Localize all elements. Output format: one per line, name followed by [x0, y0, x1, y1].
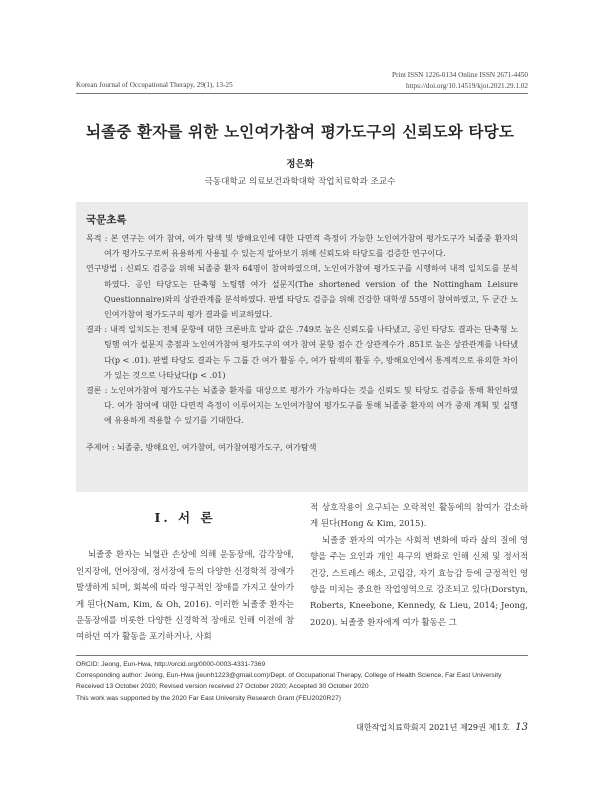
paper-title: 뇌졸중 환자를 위한 노인여가참여 평가도구의 신뢰도와 타당도 [85, 122, 515, 141]
footnote-rule [76, 655, 528, 656]
footnotes [76, 659, 536, 704]
abstract-keywords: 주제어 : 뇌졸중, 방해요인, 여가참여, 여가참여평가도구, 여가탐색 [86, 442, 317, 452]
journal-citation: Korean Journal of Occupational Therapy, 29(1), 13-25 [76, 81, 233, 89]
footnote-support: This work was supported by the 2020 Far East University Research Grant (FEU2020R27) [76, 694, 342, 702]
author-affiliation: 극동대학교 의료보건과학대학 작업치료학과 조교수 [204, 177, 396, 187]
abstract-heading: 국문초록 [86, 214, 127, 226]
abstract-results: 결과 : 내적 일치도는 전체 문항에 대한 크론바흐 알파 값은 .749로 높은 신뢰도를 나타냈고, 공인 타당도 결과는 단축형 노팅햄 여가 설문지 총점과 노인여가참여 평가도구의 여가 참여 문항 점수 간 상관계수가 .851로 높은 상관관계를 나타냈다(p < .01). 판별 타당도 결과는 두 그룹 간 여가 활동 수, 여가 탐색의 활동 수, 방해요인에서 통계적으로 유의한 차이가 있는 것으로 나타났다(p < .01) [86, 325, 518, 380]
abstract-conclusion: 결론 : 노인여가참여 평가도구는 뇌졸중 환자를 대상으로 평가가 가능하다는 것을 신뢰도 및 타당도 검증을 통해 확인하였다. 여가 참여에 대한 다면적 측정이 이루어지는 노인여가참여 평가도구를 통해 뇌졸중 환자의 여가 중재 계획 및 실행에 유용하게 적용할 수 있기를 기대한다. [86, 386, 518, 426]
footnote-received: Received 13 October 2020; Revised version received 27 October 2020; Accepted 30 October 2020 [76, 683, 369, 691]
journal-footer [356, 722, 528, 733]
body-column-right [310, 499, 528, 630]
abstract-box [76, 202, 528, 492]
author-name: 정은화 [286, 159, 314, 170]
page-number: 13 [515, 722, 528, 733]
section-heading-introduction: Ⅰ. 서 론 [154, 510, 216, 525]
journal-footer-text: 대한작업치료학회지 2021년 제29권 제1호 [356, 722, 510, 732]
doi-line: https://doi.org/10.14519/kjot.2021.29.1.02 [405, 82, 528, 90]
intro-paragraph-1-continued: 적 상호작용이 요구되는 오락적인 활동에의 참여가 감소하게 된다(Hong & Kim, 2015). [310, 502, 528, 529]
issn-line: Print ISSN 1226-0134 Online ISSN 2671-4450 [392, 71, 528, 79]
intro-paragraph-1: 뇌졸중 환자는 뇌혈관 손상에 의해 운동장애, 감각장애, 인지장애, 언어장애, 정서장애 등의 다양한 신경학적 장애가 발생하게 되며, 회복에 따라 영구적인 장애를 가지고 살아가게 된다(Nam, Kim, & Oh, 2016). 이러한 뇌졸중 환자는 운동장애를 비롯한 다양한 신경학적 장애로 인해 이전에 참여하던 여가 활동을 포기하거나, 사회 [76, 549, 294, 642]
footnote-orcid: ORCID: Jeong, Eun-Hwa, http://orcid.org/0000-0003-4331-7369 [76, 661, 266, 668]
footnote-corresponding: Corresponding author: Jeong, Eun-Hwa (jeunh1223@gmail.com)/Dept. of Occupational Therapy, College of Health Science, Far East University [76, 672, 502, 680]
body-column-left [76, 510, 294, 645]
issn-doi-block [392, 70, 528, 92]
abstract-methods: 연구방법 : 신뢰도 검증을 위해 뇌졸중 환자 64명이 참여하였으며, 노인여가참여 평가도구를 시행하여 내적 일치도를 분석하였다. 공인 타당도는 단축형 노팅햄 여가 설문지(The shortened version of the Nottingham Leisure Questionnaire)와의 상관관계를 분석하였다. 판별 타당도 검증을 위해 건강한 대학생 55명이 참여하였고, 두 군간 노인여가참여 평가도구의 평가 결과를 비교하였다. [86, 264, 518, 320]
header-rule [76, 93, 528, 94]
abstract-purpose: 목적 : 본 연구는 여가 참여, 여가 탐색 및 방해요인에 대한 다면적 측정이 가능한 노인여가참여 평가도구가 뇌졸중 환자의 여가 평가도구로써 유용하게 사용될 수 있는지 알아보기 위해 신뢰도와 타당도를 검증한 연구이다. [86, 234, 518, 259]
intro-paragraph-2: 뇌졸중 환자의 여가는 사회적 변화에 따라 삶의 질에 영향을 주는 요인과 개인 욕구의 변화로 인해 신체 및 정서적 건강, 스트레스 해소, 고립감, 자기 효능감 등에 긍정적인 영향을 미치는 중요한 작업영역으로 강조되고 있다(Dorstyn, Roberts, Kneebone, Kennedy, & Lieu, 2014; Jeong, 2020). 뇌졸중 환자에게 여가 활동은 그 [310, 534, 528, 627]
